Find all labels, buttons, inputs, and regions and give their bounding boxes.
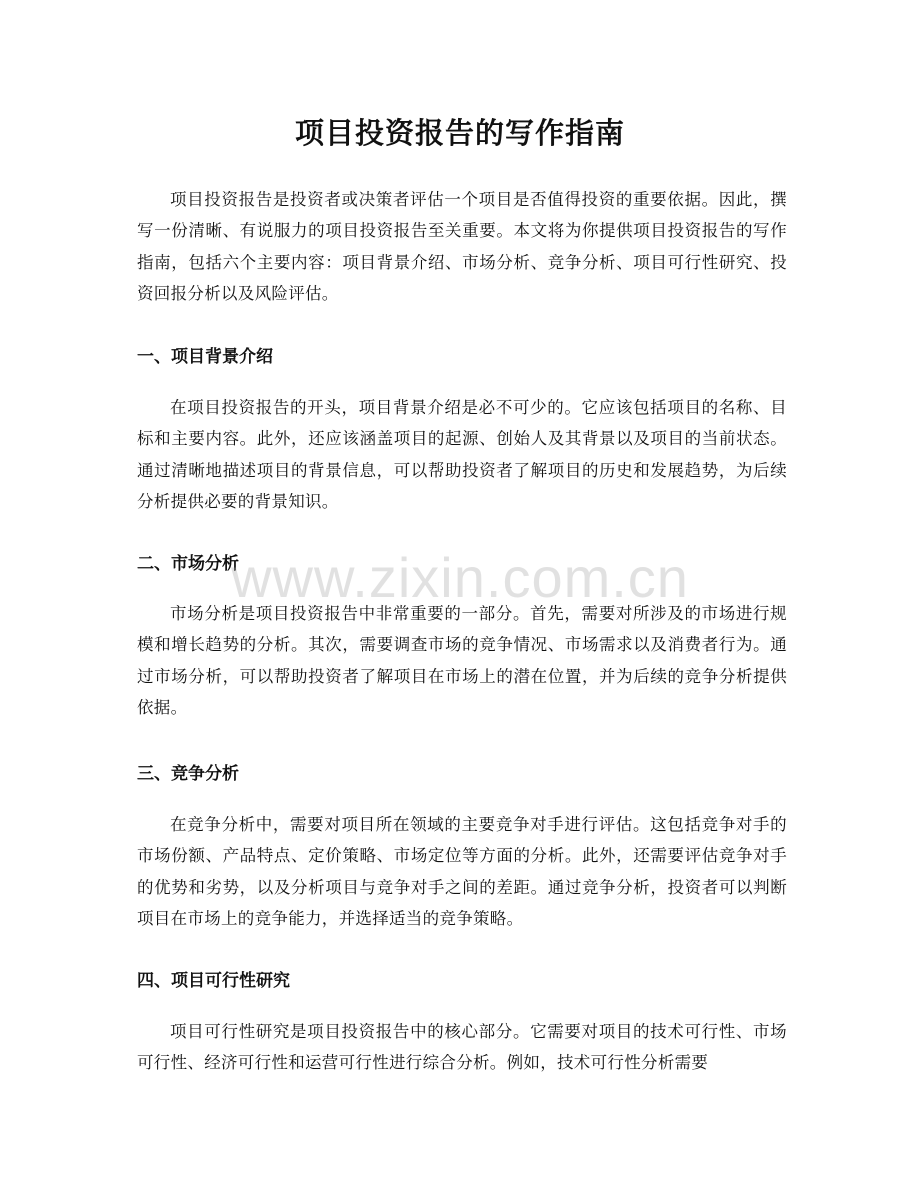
section-body-competition: 在竞争分析中，需要对项目所在领域的主要竞争对手进行评估。这包括竞争对手的市场份额、产品特点、定价策略、市场定位等方面的分析。此外，还需要评估竞争对手的优势和劣势，以及分析项目与竞争对手之间的差距。通过竞争分析，投资者可以判断项目在市场上的竞争能力，并选择适当的竞争策略。 — [137, 815, 787, 928]
section-heading-competition: 三、竞争分析 — [137, 764, 239, 784]
section-heading-feasibility: 四、项目可行性研究 — [137, 971, 290, 991]
section-body-market: 市场分析是项目投资报告中非常重要的一部分。首先，需要对所涉及的市场进行规模和增长趋势的分析。其次，需要调查市场的竞争情况、市场需求以及消费者行为。通过市场分析，可以帮助投资者了解项目在市场上的潜在位置，并为后续的竞争分析提供依据。 — [137, 604, 787, 717]
watermark-text: www.zixin.com.cn — [231, 546, 689, 609]
document-title: 项目投资报告的写作指南 — [294, 116, 625, 150]
section-body-background: 在项目投资报告的开头，项目背景介绍是必不可少的。它应该包括项目的名称、目标和主要内容。此外，还应该涵盖项目的起源、创始人及其背景以及项目的当前状态。通过清晰地描述项目的背景信息，可以帮助投资者了解项目的历史和发展趋势，为后续分析提供必要的背景知识。 — [137, 398, 787, 511]
section-heading-market: 二、市场分析 — [137, 554, 239, 574]
section-heading-background: 一、项目背景介绍 — [137, 347, 273, 367]
section-body-feasibility: 项目可行性研究是项目投资报告中的核心部分。它需要对项目的技术可行性、市场可行性、经济可行性和运营可行性进行综合分析。例如，技术可行性分析需要 — [137, 1022, 787, 1073]
intro-paragraph: 项目投资报告是投资者或决策者评估一个项目是否值得投资的重要依据。因此，撰写一份清晰、有说服力的项目投资报告至关重要。本文将为你提供项目投资报告的写作指南，包括六个主要内容：项目背景介绍、市场分析、竞争分析、项目可行性研究、投资回报分析以及风险评估。 — [137, 190, 787, 303]
